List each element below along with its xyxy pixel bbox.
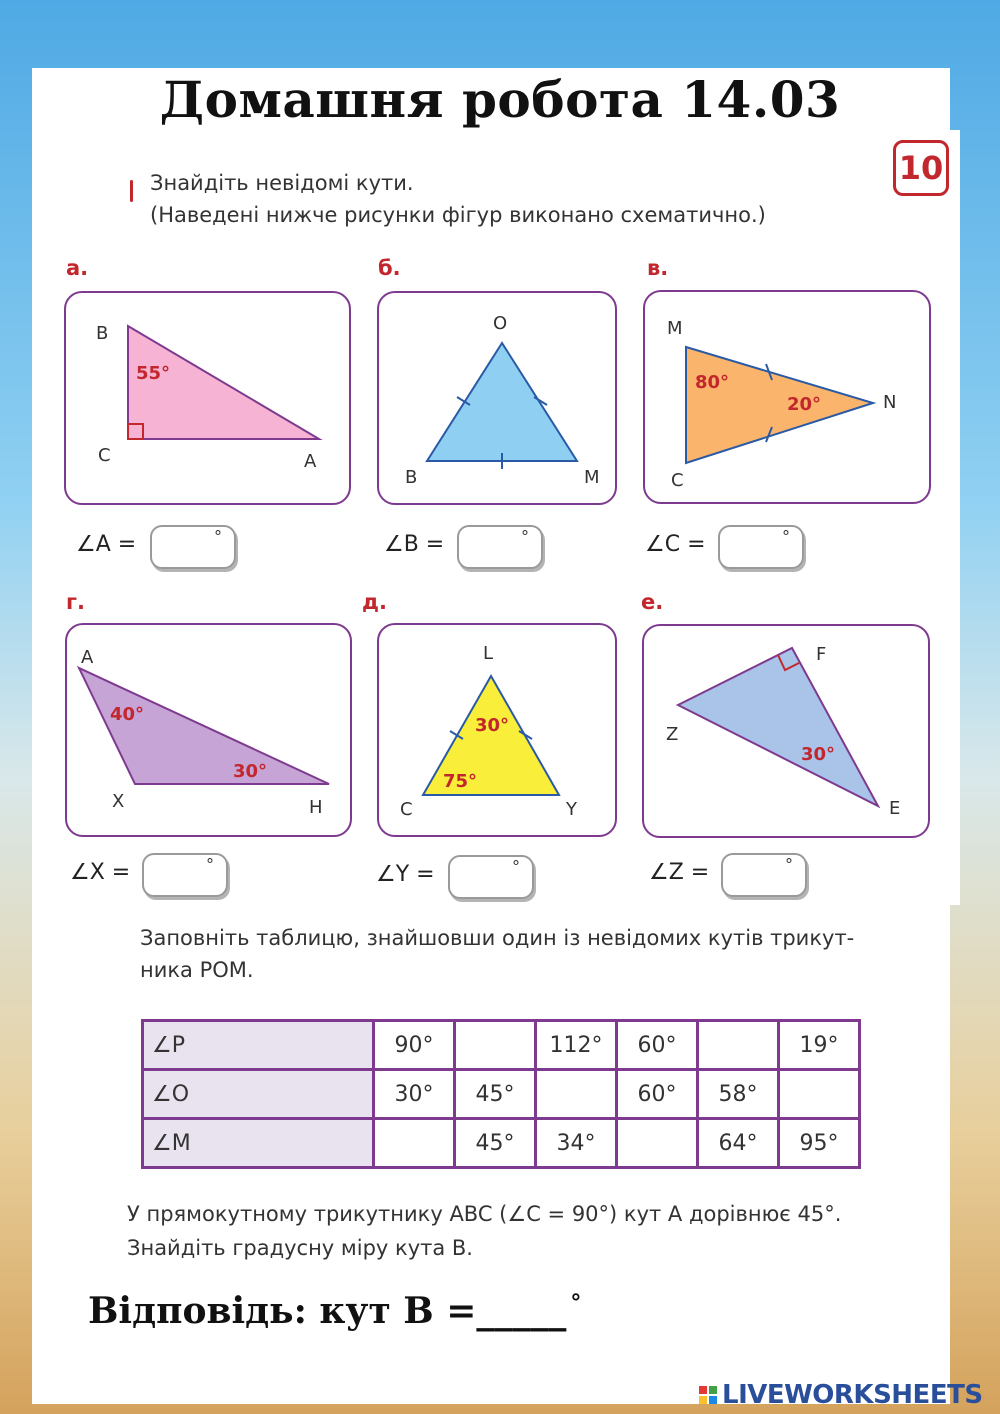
- row-header: ∠O: [143, 1070, 374, 1119]
- question-angle-z: ∠Z =: [649, 860, 710, 885]
- angle-label: 20°: [787, 394, 822, 415]
- table-cell[interactable]: [698, 1021, 779, 1070]
- vertex-label: F: [816, 644, 827, 665]
- vertex-label: N: [883, 392, 897, 413]
- answer-input-angle-z[interactable]: [721, 853, 807, 897]
- triangle-d: [379, 625, 619, 839]
- table-cell: 30°: [374, 1070, 455, 1119]
- table-row: [143, 1119, 860, 1168]
- table-cell[interactable]: [536, 1070, 617, 1119]
- question-angle-x: ∠X =: [70, 860, 131, 885]
- item-letter-a: а.: [66, 256, 89, 280]
- item-letter-g: г.: [66, 590, 85, 614]
- question-angle-b: ∠B =: [384, 532, 445, 557]
- item-letter-b: б.: [378, 256, 401, 280]
- table-instruction-1: Заповніть таблицю, знайшовши один із невідомих кутів трикут-: [140, 926, 855, 950]
- section-marker: [130, 180, 133, 202]
- triangle-v: [645, 292, 933, 506]
- logo-square: [699, 1396, 707, 1404]
- degree-sign: °: [570, 1290, 582, 1316]
- liveworksheets-logo[interactable]: [698, 1380, 983, 1410]
- triangle-e: [644, 626, 932, 840]
- triangle-b-shape: [427, 343, 577, 461]
- degree-sign: °: [782, 527, 790, 546]
- task10-instruction-1: Знайдіть невідомі кути.: [150, 171, 414, 195]
- vertex-label: E: [889, 798, 901, 819]
- angle-label: 75°: [443, 771, 478, 792]
- logo-text: LIVEWORKSHEETS: [722, 1380, 983, 1410]
- vertex-label: C: [671, 470, 684, 491]
- vertex-label: M: [584, 467, 600, 488]
- table-cell: 95°: [779, 1119, 860, 1168]
- question-angle-a: ∠A =: [76, 532, 137, 557]
- degree-sign: °: [521, 527, 529, 546]
- logo-square: [699, 1386, 707, 1394]
- vertex-label: X: [112, 791, 125, 812]
- item-letter-d: д.: [362, 590, 387, 614]
- question-angle-y: ∠Y =: [376, 862, 435, 887]
- task-number-badge: 10: [893, 140, 949, 196]
- logo-icon: [698, 1385, 718, 1405]
- table-cell: 60°: [617, 1070, 698, 1119]
- item-letter-v: в.: [647, 256, 669, 280]
- triangle-g-shape: [79, 668, 329, 784]
- angle-label: 40°: [110, 704, 145, 725]
- triangle-v-shape: [686, 347, 873, 463]
- page-strip: [950, 130, 960, 905]
- vertex-label: Z: [666, 724, 679, 745]
- degree-sign: °: [785, 855, 793, 874]
- vertex-label: O: [493, 313, 508, 334]
- table-cell: 45°: [455, 1119, 536, 1168]
- table-instruction-2: ника POM.: [140, 958, 254, 982]
- degree-sign: °: [512, 857, 520, 876]
- table-cell[interactable]: [617, 1119, 698, 1168]
- right-triangle-task-1: У прямокутному трикутнику ABC (∠C = 90°) кут A дорівнює 45°.: [127, 1202, 842, 1226]
- answer-input-angle-y[interactable]: [448, 855, 534, 899]
- task10-instruction-2: (Наведені нижче рисунки фігур виконано схематично.): [150, 203, 766, 227]
- answer-input-angle-x[interactable]: [142, 853, 228, 897]
- triangle-panel-g: [65, 623, 352, 837]
- triangle-panel-a: [64, 291, 351, 505]
- row-header: ∠M: [143, 1119, 374, 1168]
- table-cell: 45°: [455, 1070, 536, 1119]
- triangle-g: [67, 625, 354, 839]
- right-triangle-task-2: Знайдіть градусну міру кута B.: [127, 1236, 473, 1260]
- triangle-panel-d: [377, 623, 617, 837]
- triangle-panel-v: [643, 290, 931, 504]
- answer-label: Відповідь: кут B =_____: [88, 1290, 567, 1332]
- vertex-label: A: [304, 451, 317, 472]
- vertex-label: B: [96, 323, 109, 344]
- table-row: [143, 1021, 860, 1070]
- angle-label: 30°: [801, 744, 836, 765]
- vertex-label: L: [483, 643, 494, 664]
- vertex-label: C: [400, 799, 413, 820]
- table-cell: 60°: [617, 1021, 698, 1070]
- vertex-label: M: [667, 318, 683, 339]
- degree-sign: °: [206, 855, 214, 874]
- vertex-label: A: [81, 647, 94, 668]
- answer-input-angle-c[interactable]: [718, 525, 804, 569]
- table-cell: 19°: [779, 1021, 860, 1070]
- triangle-panel-e: [642, 624, 930, 838]
- triangle-b: [379, 293, 619, 507]
- question-angle-c: ∠C =: [645, 532, 706, 557]
- angle-label: 30°: [475, 715, 510, 736]
- degree-sign: °: [214, 527, 222, 546]
- angle-label: 30°: [233, 761, 268, 782]
- triangle-panel-b: [377, 291, 617, 505]
- vertex-label: H: [309, 797, 323, 818]
- table-cell[interactable]: [455, 1021, 536, 1070]
- table-cell: 90°: [374, 1021, 455, 1070]
- table-cell: 112°: [536, 1021, 617, 1070]
- answer-line[interactable]: [88, 1290, 581, 1332]
- item-letter-e: е.: [641, 590, 664, 614]
- table-cell: 64°: [698, 1119, 779, 1168]
- table-cell[interactable]: [779, 1070, 860, 1119]
- row-header: ∠P: [143, 1021, 374, 1070]
- table-cell[interactable]: [374, 1119, 455, 1168]
- page-title: Домашня робота 14.03: [159, 70, 841, 129]
- triangle-e-shape: [678, 648, 878, 806]
- angle-label: 55°: [136, 363, 171, 384]
- answer-input-angle-b[interactable]: [457, 525, 543, 569]
- vertex-label: C: [98, 445, 111, 466]
- table-row: [143, 1070, 860, 1119]
- logo-square: [709, 1386, 717, 1394]
- table-cell: 58°: [698, 1070, 779, 1119]
- logo-square: [709, 1396, 717, 1404]
- answer-input-angle-a[interactable]: [150, 525, 236, 569]
- vertex-label: Y: [566, 799, 577, 820]
- vertex-label: B: [405, 467, 418, 488]
- angle-label: 80°: [695, 372, 730, 393]
- triangle-a: [66, 293, 353, 507]
- table-cell: 34°: [536, 1119, 617, 1168]
- angles-table: [141, 1019, 861, 1169]
